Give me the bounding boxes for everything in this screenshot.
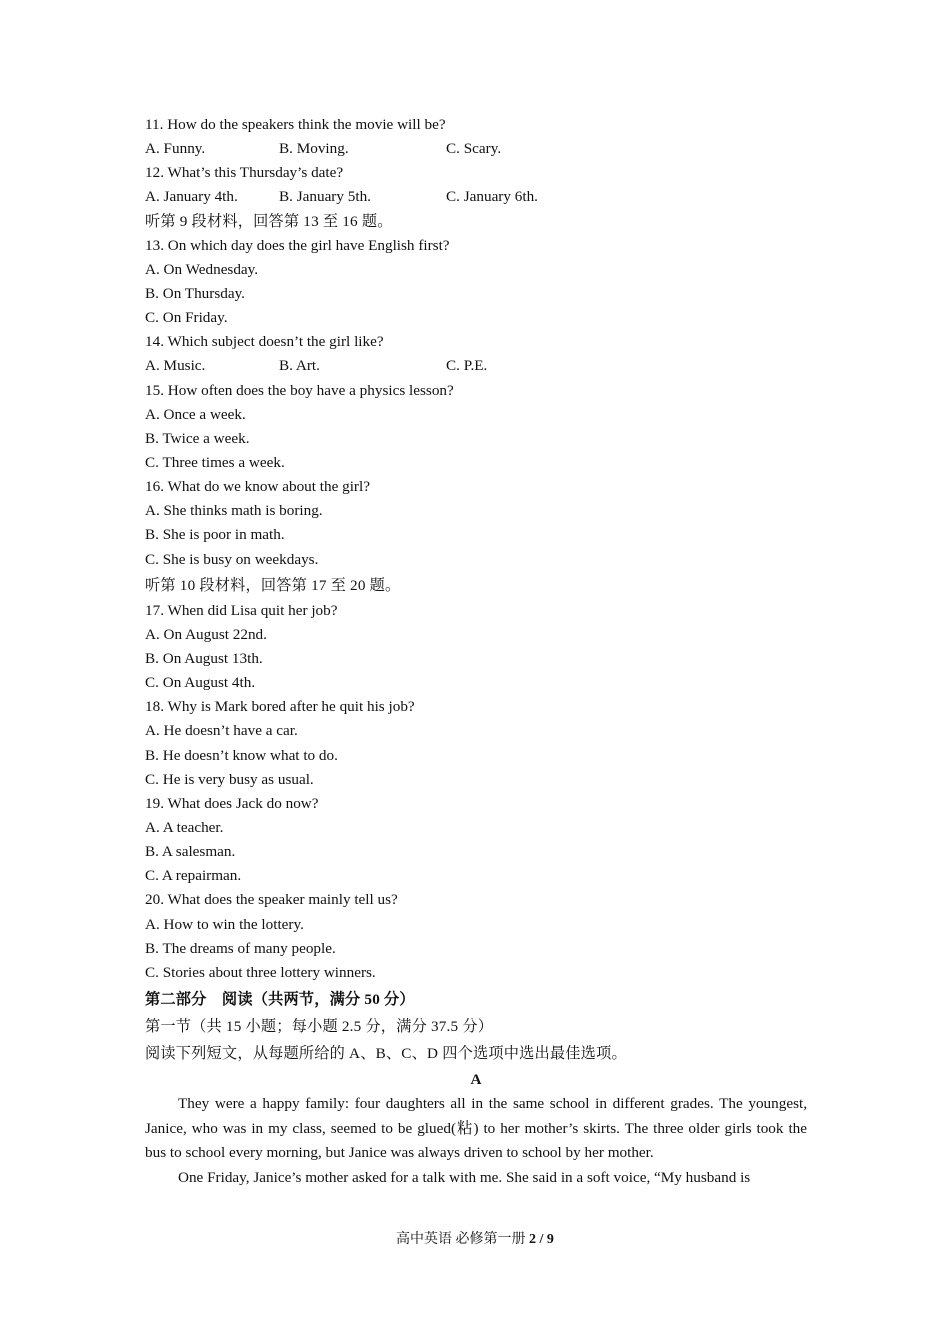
option-a: A. Music. (145, 357, 206, 375)
question-18: 18. Why is Mark bored after he quit his job? (145, 698, 415, 716)
question-14: 14. Which subject doesn’t the girl like? (145, 333, 384, 351)
footer-title: 高中英语 必修第一册 (396, 1232, 530, 1247)
page-content (145, 113, 807, 1190)
option-b: B. January 5th. (279, 188, 371, 206)
question-11: 11. How do the speakers think the movie will be? (145, 116, 446, 133)
option-c: C. On August 4th. (145, 674, 256, 692)
question-15: 15. How often does the boy have a physics lesson? (145, 381, 454, 399)
passage-paragraph-1: They were a happy family: four daughters all in the same school in different grades. The youngest, Janice, who was in my class, seemed to be glued(粘) to her mother’s skirts. The three older girls took the bus to school every morning, but Janice was always driven to school by her mother. (145, 1094, 807, 1162)
option-c: C. January 6th. (446, 188, 538, 206)
passage10-instruction: 听第 10 段材料，回答第 17 至 20 题。 (145, 576, 401, 594)
option-a: A. She thinks math is boring. (145, 502, 323, 520)
option-a: A. January 4th. (145, 188, 238, 206)
option-b: B. On Thursday. (145, 284, 245, 302)
option-a: A. How to win the lottery. (145, 915, 304, 933)
page-number: 2 / 9 (529, 1232, 554, 1247)
option-c: C. He is very busy as usual. (145, 770, 314, 788)
option-a: A. A teacher. (145, 818, 224, 836)
option-b: B. Moving. (279, 140, 349, 158)
option-c: C. Three times a week. (145, 453, 285, 471)
question-17: 17. When did Lisa quit her job? (145, 601, 338, 619)
option-b: B. On August 13th. (145, 649, 263, 667)
passage-paragraph-2: One Friday, Janice’s mother asked for a talk with me. She said in a soft voice, “My husband is (178, 1168, 751, 1186)
question-11-options (145, 137, 807, 161)
option-b: B. The dreams of many people. (145, 939, 336, 957)
option-a: A. He doesn’t have a car. (145, 722, 298, 740)
question-13: 13. On which day does the girl have English first? (145, 236, 450, 254)
option-b: B. Twice a week. (145, 429, 250, 447)
question-12-options (145, 185, 807, 209)
option-a: A. Once a week. (145, 405, 246, 423)
option-c: C. She is busy on weekdays. (145, 550, 319, 568)
option-b: B. He doesn’t know what to do. (145, 746, 338, 764)
section1-heading: 第一节（共 15 小题；每小题 2.5 分，满分 37.5 分） (145, 1017, 494, 1035)
option-a: A. On August 22nd. (145, 625, 267, 643)
part2-title: 第二部分 阅读（共两节，满分 50 分） (145, 990, 415, 1008)
page-footer (0, 1230, 950, 1250)
passage9-instruction: 听第 9 段材料，回答第 13 至 16 题。 (145, 212, 393, 230)
option-b: B. She is poor in math. (145, 526, 285, 544)
question-12: 12. What’s this Thursday’s date? (145, 164, 344, 182)
option-c: C. Stories about three lottery winners. (145, 963, 376, 981)
option-a: A. On Wednesday. (145, 260, 259, 278)
option-c: C. A repairman. (145, 867, 242, 885)
question-16: 16. What do we know about the girl? (145, 478, 370, 496)
option-b: B. A salesman. (145, 843, 236, 861)
option-c: C. P.E. (446, 357, 488, 375)
option-a: A. Funny. (145, 140, 206, 158)
option-b: B. Art. (279, 357, 320, 375)
option-c: C. On Friday. (145, 309, 228, 327)
option-c: C. Scary. (446, 140, 502, 158)
question-19: 19. What does Jack do now? (145, 794, 319, 812)
question-14-options (145, 354, 807, 378)
question-20: 20. What does the speaker mainly tell us? (145, 891, 398, 909)
passage-label: A (470, 1070, 482, 1088)
reading-instruction: 阅读下列短文，从每题所给的 A、B、C、D 四个选项中选出最佳选项。 (145, 1044, 627, 1062)
